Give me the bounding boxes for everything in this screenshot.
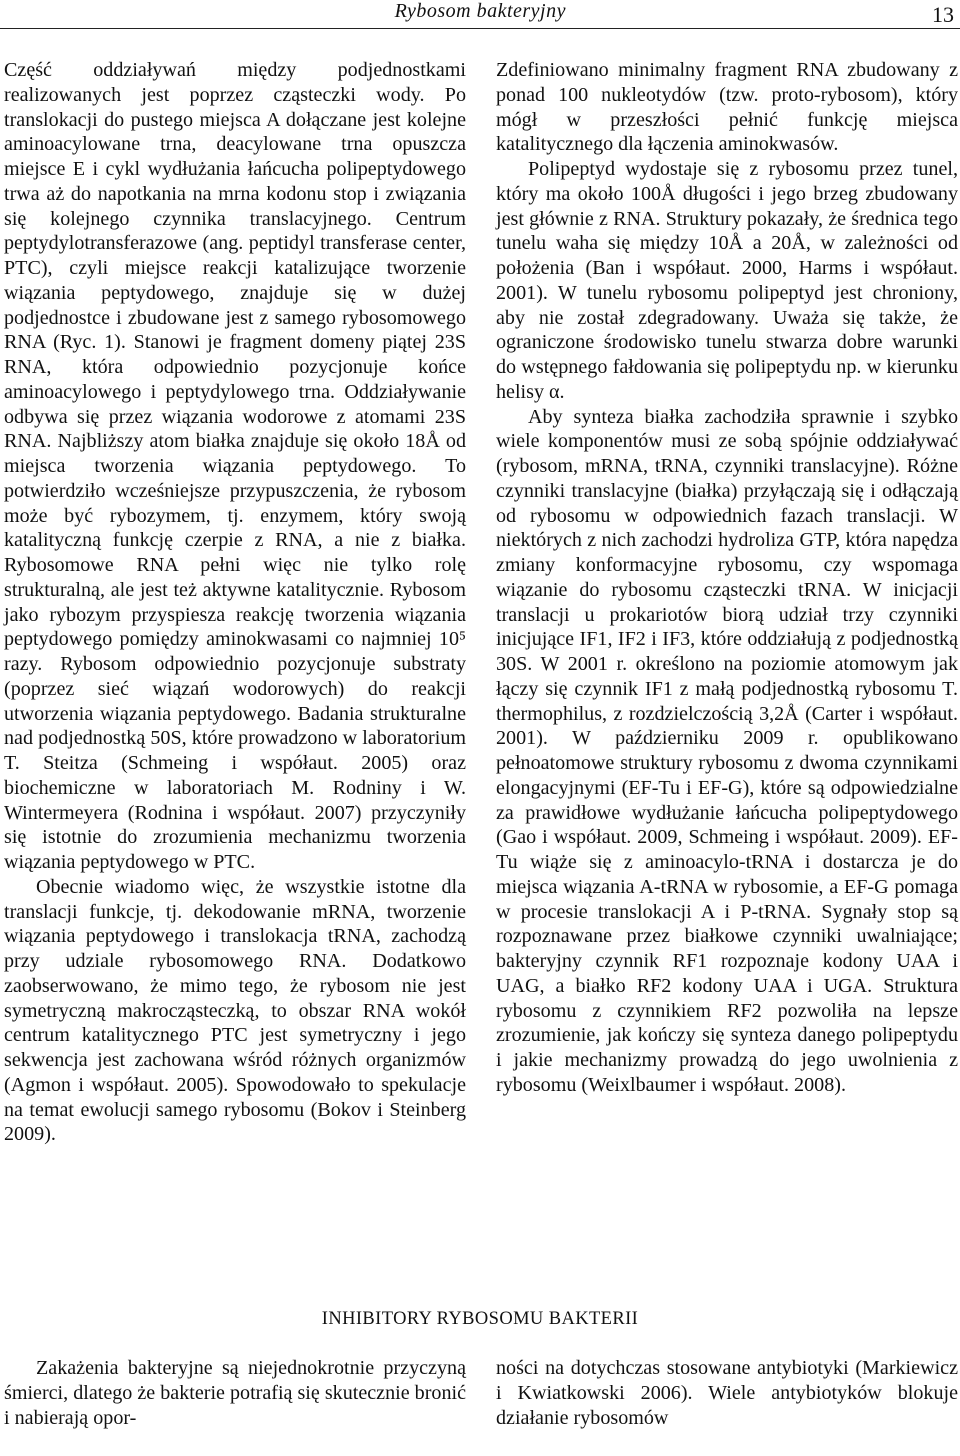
- running-title: Rybosom bakteryjny: [394, 0, 566, 22]
- header-rule: [0, 28, 960, 29]
- paragraph: Zakażenia bakteryjne są niejednokrotnie przyczyną śmierci, dlatego że bakterie potrafią się skutecznie bronić i nabierają opor-: [4, 1357, 466, 1429]
- left-column: [4, 58, 466, 1147]
- paragraph: Zdefiniowano minimalny fragment RNA zbudowany z ponad 100 nukleotydów (tzw. proto-rybosom), który mógł w przeszłości pełnić funkcję miejsca katalitycznego dla łączenia aminokwasów.: [496, 59, 958, 156]
- section-right-text: [496, 1356, 958, 1430]
- section-left-text: [4, 1356, 466, 1430]
- paragraph: Część oddziaływań między podjednostkami realizowanych jest poprzez cząsteczki wody. Po translokacji do pustego miejsca A dołączane jest kolejne aminoacylowane trna, deacylowane trna opuszcza miejsce E i cykl wydłużania łańcucha polipeptydowego trwa aż do napotkania na mrna kodonu stop i związania się kolejnego czynnika translacyjnego. Centrum peptydylotransferazowe (ang. peptidyl transferase center, PTC), czyli miejsce reakcji katalizujące tworzenie wiązania peptydowego, znajduje się w dużej podjednostce i zbudowane jest z samego rybosomowego RNA (Ryc. 1). Stanowi je fragment domeny piątej 23S RNA, która odpowiednio pozycjonuje końce aminoacylowego i peptydylowego trna. Oddziaływanie odbywa się przez wiązania wodorowe z atomami 23S RNA. Najbliższy atom białka znajduje się około 18Å od miejsca tworzenia wiązania peptydowego. To potwierdziło wcześniejsze przypuszczenia, że rybosom może być rybozymem, tj. enzymem, który swoją katalityczną funkcję czerpie z RNA, a nie z białka. Rybosomowe RNA pełni więc nie tylko rolę strukturalną, ale jest też aktywne katalitycznie. Rybosom jako rybozym przyspiesza reakcję tworzenia wiązania peptydowego pomiędzy aminokwasami co najmniej 10⁵ razy. Rybosom odpowiednio pozycjonuje substraty (poprzez sieć wiązań wodorowych) do reakcji utworzenia wiązania peptydowego. Badania strukturalne nad podjednostką 50S, które prowadzono w laboratorium T. Steitza (Schmeing i współaut. 2005) oraz biochemiczne w laboratoriach M. Rodniny i W. Wintermeyera (Rodnina i współaut. 2007) przyczyniły się istotnie do zrozumienia mechanizmu tworzenia wiązania peptydowego w PTC.: [4, 59, 466, 873]
- paragraph: Aby synteza białka zachodziła sprawnie i szybko wiele komponentów musi ze sobą spójnie oddziaływać (rybosom, mRNA, tRNA, czynniki translacyjne). Różne czynniki translacyjne (białka) przyłączają się i odłączają od rybosomu w odpowiednich fazach translacji. W niektórych z nich zachodzi hydroliza GTP, która napędza zmiany konformacyjne rybosomu, czy wspomaga wiązanie do rybosomu cząsteczki tRNA. W inicjacji translacji u prokariotów biorą udział trzy czynniki inicjujące IF1, IF2 i IF3, które oddziałują z podjednostką 30S. W 2001 r. określono na poziomie atomowym jak łączy się czynnik IF1 z małą podjednostką rybosomu T. thermophilus, z rozdzielczością 3,2Å (Carter i współaut. 2001). W październiku 2009 r. opublikowano pełnoatomowe struktury rybosomu z dwoma czynnikami elongacyjnymi (EF-Tu i EF-G), które są odpowiedzialne za prawidłowe wydłużanie łańcucha polipeptydowego (Gao i współaut. 2009, Schmeing i współaut. 2009). EF-Tu wiąże się z aminoacylo-tRNA i dostarcza je do miejsca wiązania A-tRNA w rybosomie, a EF-G pomaga w procesie translokacji A i P-tRNA. Sygnały stop są rozpoznawane przez białkowe czynniki uwalniające; bakteryjny czynnik RF1 rozpoznaje kodony UAA i UAG, a białko RF2 kodony UAA i UGA. Struktura rybosomu z czynnikiem RF2 pozwoliła na lepsze zrozumienie, jak kończy się synteza danego polipeptydu i jakie mechanizmy prowadzą do jego uwolnienia z rybosomu (Weixlbaumer i współaut. 2008).: [496, 405, 958, 1096]
- section-heading: INHIBITORY RYBOSOMU BAKTERII: [321, 1309, 639, 1329]
- paragraph: Polipeptyd wydostaje się z rybosomu przez tunel, który ma około 100Å długości i jego brzeg zbudowany jest głównie z RNA. Struktury pokazały, że średnica tego tunelu waha się między 10Å a 20Å, w zależności od położenia (Ban i współaut. 2000, Harms i współaut. 2001). W tunelu rybosomu polipeptyd jest chroniony, aby nie został zdegradowany. Uważa się także, że ograniczone środowisko tunelu stwarza dobre warunki do wstępnego fałdowania się polipeptydu np. w kierunku helisy α.: [496, 158, 958, 403]
- paragraph: ności na dotychczas stosowane antybiotyki (Markiewicz i Kwiatkowski 2006). Wiele antybiotyków blokuje działanie rybosomów: [496, 1357, 958, 1429]
- page-number: 13: [932, 2, 954, 27]
- paragraph: Obecnie wiadomo więc, że wszystkie istotne dla translacji funkcje, tj. dekodowanie mRNA, tworzenie wiązania peptydowego i translokacja tRNA, zachodzą przy udziale rybosomowego RNA. Dodatkowo zaobserwowano, że mimo tego, że rybosom nie jest symetryczną makrocząsteczką, to obszar RNA wokół centrum katalitycznego PTC jest symetryczny i jego sekwencja jest zachowana wśród różnych organizmów (Agmon i współaut. 2005). Spowodowało to spekulacje na temat ewolucji samego rybosomu (Bokov i Steinberg 2009).: [4, 875, 466, 1146]
- right-column: [496, 58, 958, 1098]
- page-header: [0, 0, 960, 30]
